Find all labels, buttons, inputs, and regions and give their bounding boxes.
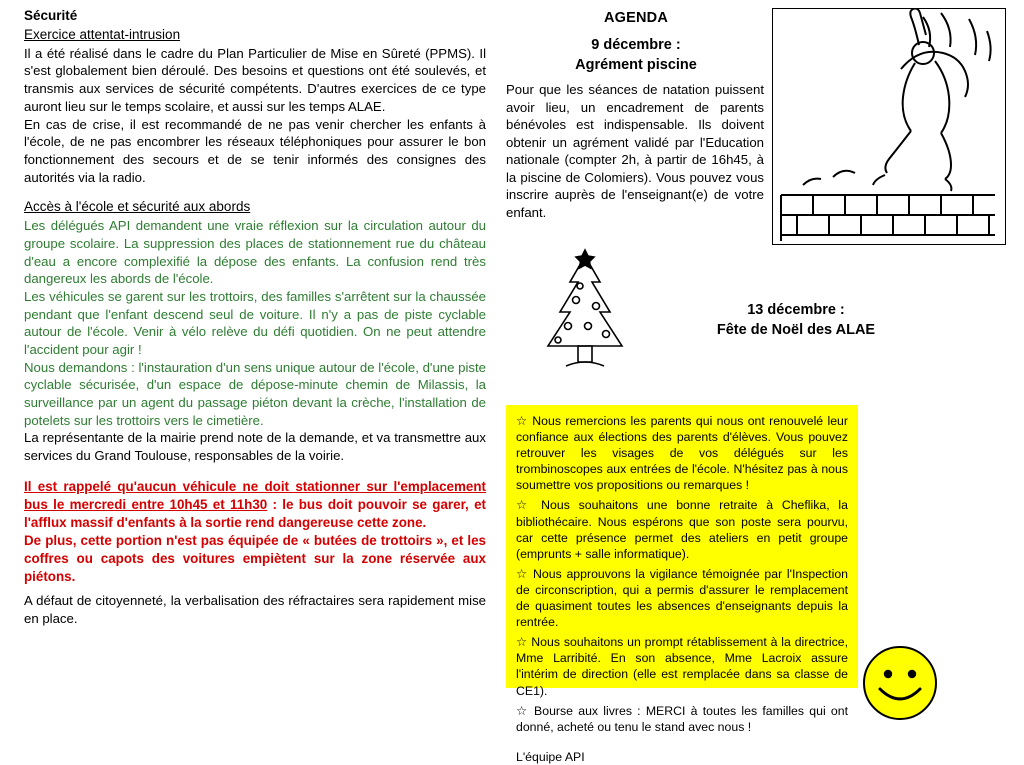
star-icon: ☆ xyxy=(516,566,529,581)
event-2-heading xyxy=(646,300,946,341)
event-1-description: Pour que les séances de natation puissent avoir lieu, un encadrement de parents bénévoles est indispensable. Ils doivent obtenir un agrément validé par l'Education nationale (compter 2h, à partir de 16h45, à la piscine de Colomiers). Vous pouvez vous inscrire auprès de l'enseignant(e) de votre enfant. xyxy=(506,82,764,220)
note-item-4 xyxy=(516,634,848,698)
smiley-face-icon xyxy=(862,645,938,721)
notes-highlight-box xyxy=(506,405,858,764)
agenda-title: AGENDA xyxy=(603,10,669,26)
christmas-tree-illustration xyxy=(520,246,650,396)
green-text-block xyxy=(24,217,486,429)
paragraph-circulation: Les délégués API demandent une vraie réflexion sur la circulation autour du groupe scolaire. La suppression des places de stationnement rue du château d'eau a encore complexifié la dépose des enfants. La confusion rend très dangereux les abords de l'école. xyxy=(24,218,486,287)
notes-signature: L'équipe API xyxy=(516,749,585,764)
warning-bus-rest: : le bus doit pouvoir se garer, et l'afflux massif d'enfants à la sortie rend dangereuse cette zone. xyxy=(24,496,486,530)
paragraph-verbalisation: A défaut de citoyenneté, la verbalisation des réfractaires sera rapidement mise en place. xyxy=(24,593,486,627)
note-item-3-text: Nous approuvons la vigilance témoignée par l'Inspection de circonscription, qui a permis d'assurer le remplacement de quasiment toutes les absences d'enseignants depuis la rentrée. xyxy=(516,566,849,630)
warning-trottoirs-paragraph: De plus, cette portion n'est pas équipée de « butées de trottoirs », et les coffres ou capots des voitures empiètent sur la zone réservée aux piétons. xyxy=(24,532,486,584)
subsection-title-acces: Accès à l'école et sécurité aux abords xyxy=(24,199,251,215)
paragraph-vehicules: Les véhicules se garent sur les trottoirs, des familles s'arrêtent sur la chaussée pendant que l'enfant descend seul de voiture. Il n'y a pas de piste cyclable autour de l'école. Venir à vélo relève du défi quotidien. On ne peut attendre l'accident pour agir ! xyxy=(24,288,486,357)
star-icon: ☆ xyxy=(516,635,528,650)
section-title-securite: Sécurité xyxy=(24,8,78,23)
swimmer-diving-illustration xyxy=(772,8,1006,245)
paragraph-demandes: Nous demandons : l'instauration d'un sens unique autour de l'école, d'une piste cyclable sécurisée, d'un espace de dépose-minute chemin de Milassis, la surveillance par un agent du passage piéton devant la crèche, l'installation de potelets sur les trottoirs vers le cimetière. xyxy=(24,359,486,428)
star-icon: ☆ xyxy=(516,414,528,428)
event-1-name: Agrément piscine xyxy=(575,56,697,73)
note-item-5 xyxy=(516,703,848,735)
note-item-5-text: Bourse aux livres : MERCI à toutes les familles qui ont donné, acheté ou tenu le stand avec nous ! xyxy=(516,703,848,734)
warning-bus-paragraph xyxy=(24,478,486,532)
note-item-2 xyxy=(516,497,848,561)
paragraph-crise: En cas de crise, il est recommandé de ne pas venir chercher les enfants à l'école, de ne pas encombrer les réseaux téléphoniques pour assurer le bon fonctionnement des secours et de se tenir informés des consignes des autorités via la radio. xyxy=(24,116,486,185)
paragraph-ppms: Il a été réalisé dans le cadre du Plan Particulier de Mise en Sûreté (PPMS). Il s'est globalement bien déroulé. Des besoins et questions ont été soulevés, et transmis aux services de sécurité compétents. D'autres exercices de ce type auront lieu sur le temps scolaire, et aussi sur les temps ALAE. xyxy=(24,45,486,114)
note-item-3 xyxy=(516,566,848,630)
note-item-1 xyxy=(516,413,848,493)
star-icon: ☆ xyxy=(516,703,529,718)
star-icon: ☆ xyxy=(516,498,533,513)
warning-bus-underlined: Il est rappelé qu'aucun véhicule ne doit stationner sur l'emplacement bus le mercredi entre 10h45 et 11h30 xyxy=(24,478,486,512)
event-1-heading xyxy=(506,36,766,75)
right-column xyxy=(506,8,1006,339)
event-2-name: Fête de Noël des ALAE xyxy=(716,322,876,339)
note-item-4-text: Nous souhaitons un prompt rétablissement à la directrice, Mme Larribité. En son absence, Mme Lacroix assure l'intérim de direction (elle est remplacée dans sa classe de CE1). xyxy=(516,635,848,698)
note-item-2-text: Nous souhaitons une bonne retraite à Cheflika, la bibliothécaire. Nous espérons que son poste sera pourvu, car cette présence permet des ateliers en petit groupe (emprunts + salle informatique). xyxy=(516,498,848,561)
event-1-date: 9 décembre : xyxy=(591,37,681,53)
note-item-1-text: Nous remercions les parents qui nous ont renouvelé leur confiance aux élections des parents d'élèves. Vous pouvez retrouver les visages de vos délégués sur les trombinoscopes aux entrées de l'école. N'hésitez pas à nous soumettre vos propositions ou remarques ! xyxy=(516,414,848,493)
paragraph-mairie: La représentante de la mairie prend note de la demande, et va transmettre aux services du Grand Toulouse, responsables de la voirie. xyxy=(24,430,486,464)
subsection-title-exercice: Exercice attentat-intrusion xyxy=(24,26,181,42)
event-2-date: 13 décembre : xyxy=(747,302,845,318)
left-column xyxy=(24,8,486,628)
